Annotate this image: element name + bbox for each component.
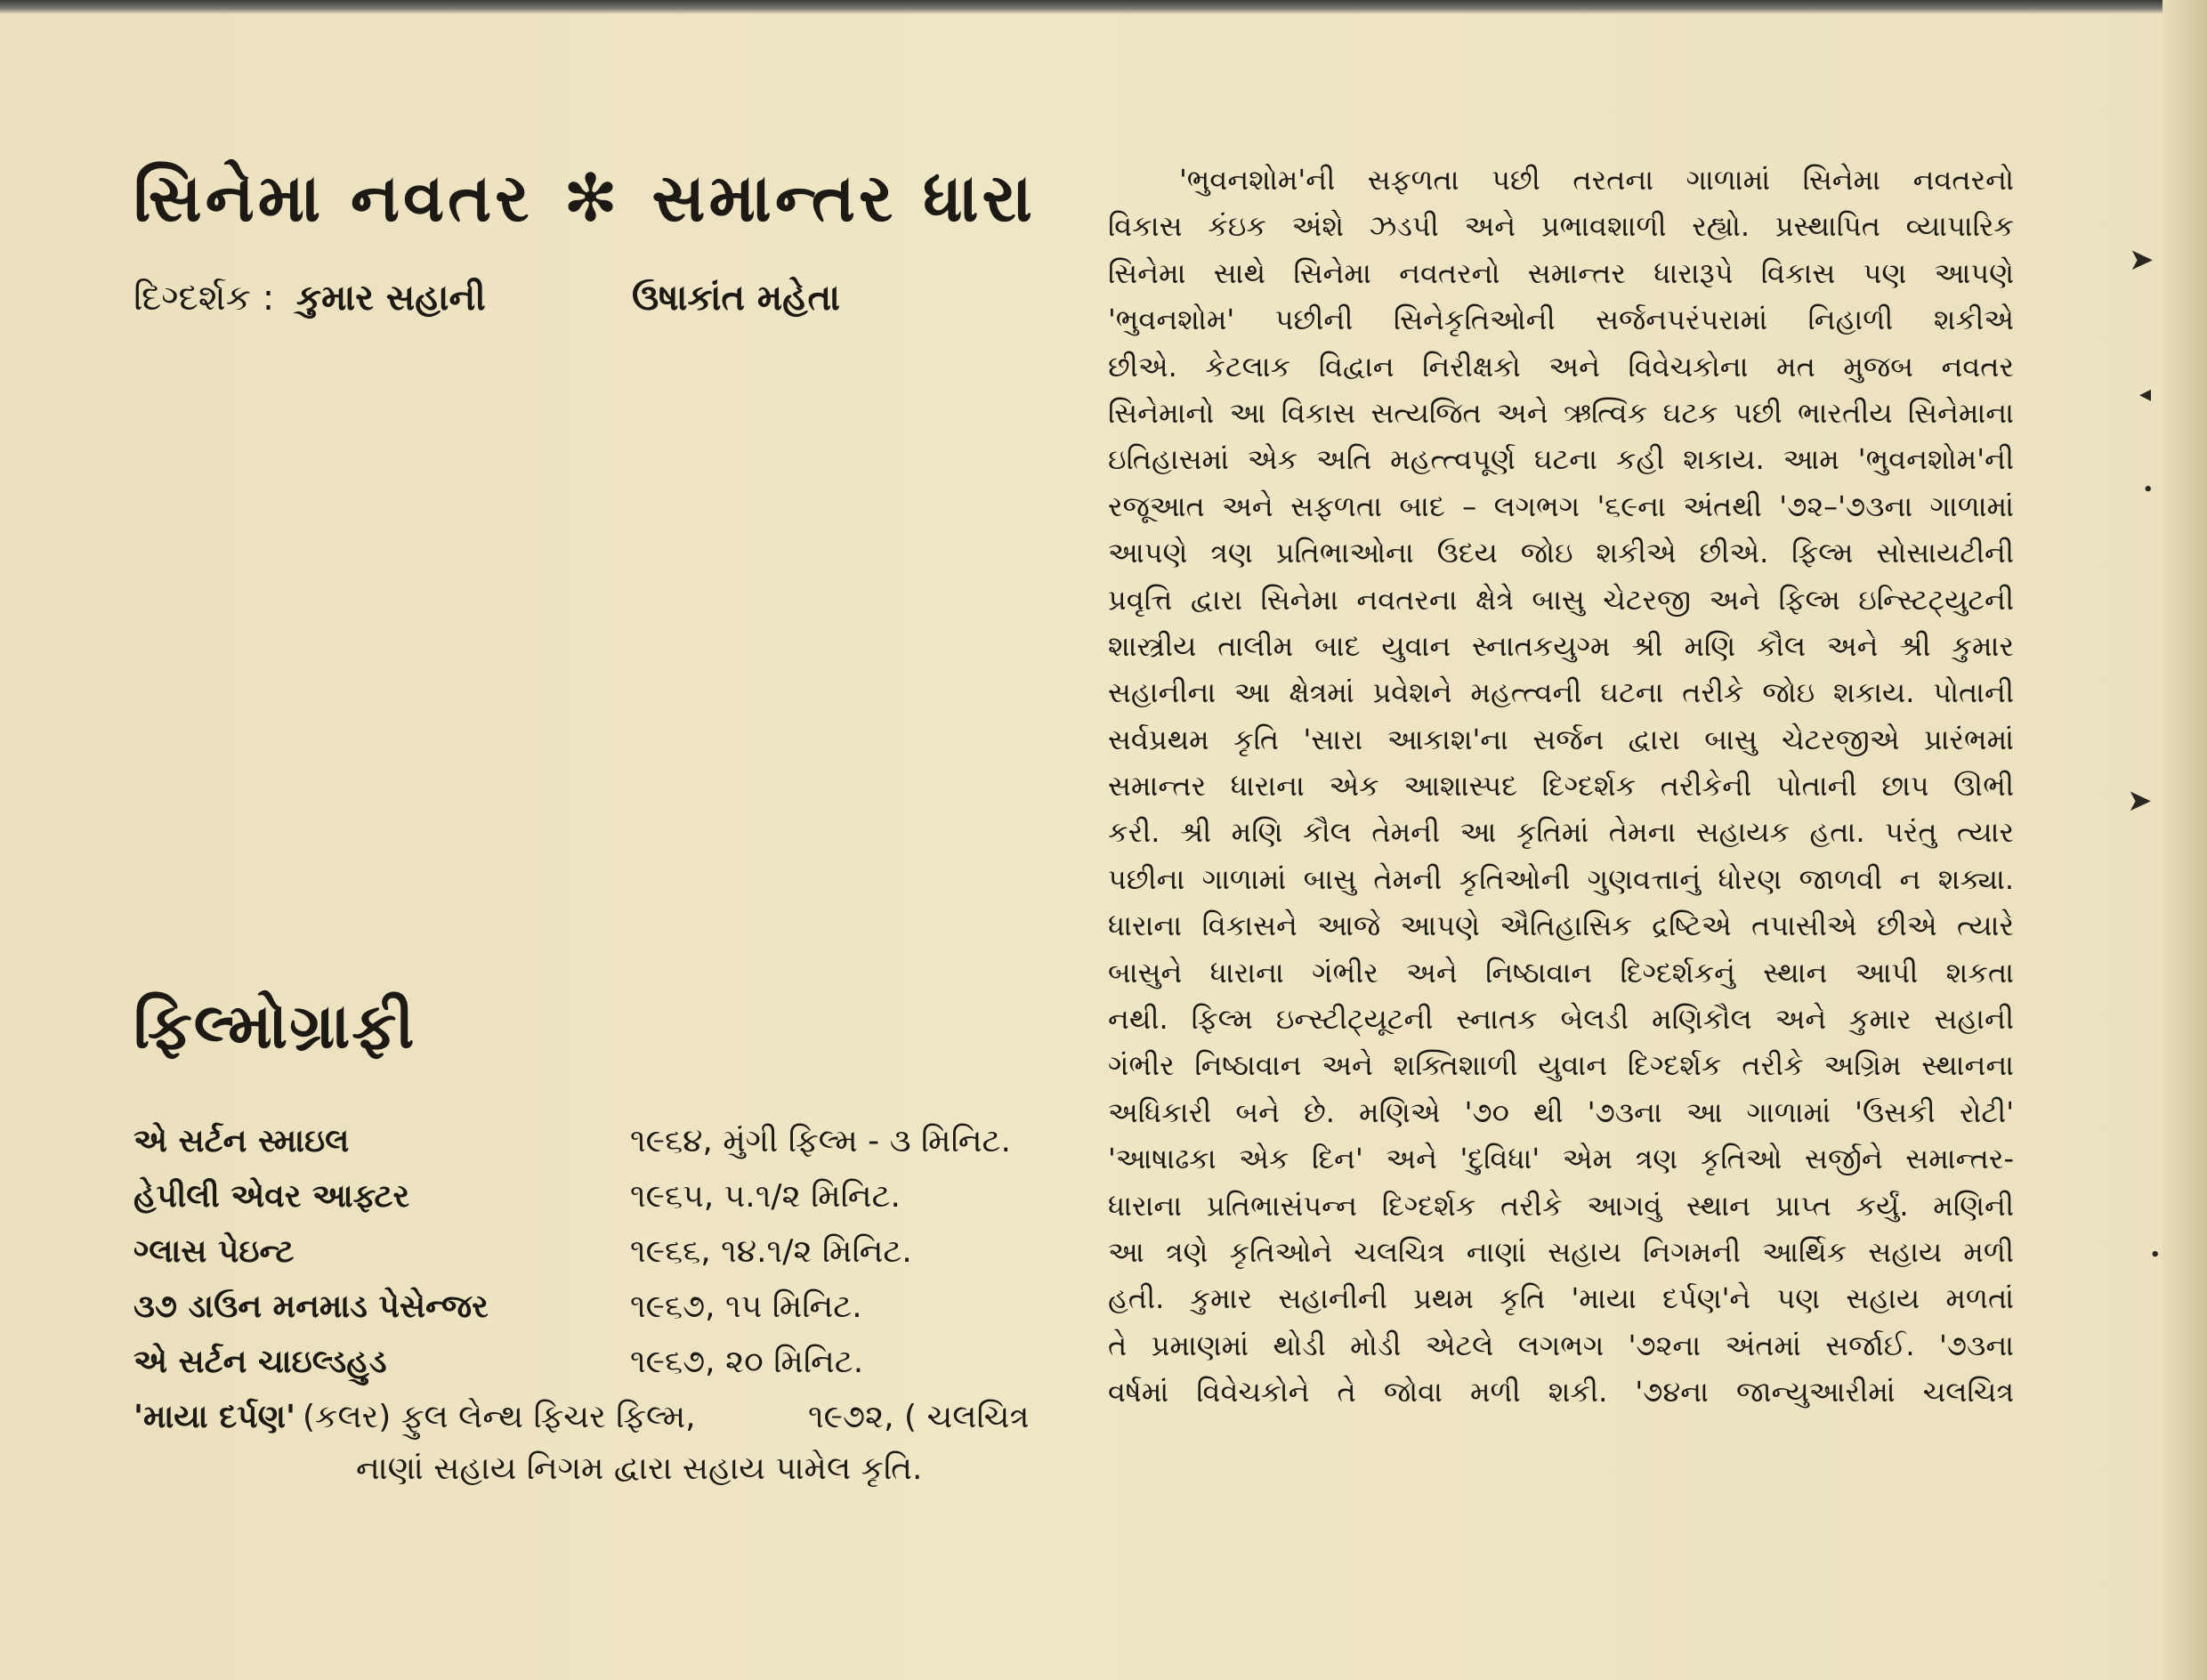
- article-line: સર્વપ્રથમ કૃતિ 'સારા આકાશ'ના સર્જન દ્વારા બાસુ ચેટરજીએ પ્રારંભમાં: [1108, 722, 2014, 756]
- title-right: સમાન્તર ધારા: [651, 160, 1036, 237]
- article-line: 'ભુવનશોમ'ની સફળતા પછી તરતના ગાળામાં સિનેમા નવતરનો: [1179, 163, 2014, 197]
- film-details: ૧૯૬૪, મુંગી ફિલ્મ - ૩ મિનિટ.: [630, 1123, 1011, 1159]
- filmography-heading: ફિલ્મોગ્રાફી: [133, 989, 416, 1062]
- film-details: ૧૯૬૭, ૧૫ મિનિટ.: [630, 1288, 862, 1325]
- author-name: ઉષાકાંત મહેતા: [632, 278, 840, 319]
- film-details: ૧૯૬૬, ૧૪.૧/૨ મિનિટ.: [630, 1233, 912, 1270]
- article-line: તે પ્રમાણમાં થોડી મોડી એટલે લગભગ '૭૨ના અંતમાં સર્જાઈ. '૭૩ના: [1108, 1328, 2014, 1362]
- article-line: 'ભુવનશોમ' પછીની સિનેકૃતિઓની સર્જનપરંપરામાં નિહાળી શકીએ: [1108, 303, 2014, 337]
- film-title: ૩૭ ડાઉન મનમાડ પેસેન્જર: [133, 1288, 489, 1325]
- film-entry: [133, 1288, 1077, 1344]
- article-line: 'આષાઢકા એક દિન' અને 'દુવિધા' એમ ત્રણ કૃતિઓ સર્જીને સમાન્તર-: [1108, 1142, 2014, 1176]
- film-continuation: નાણાં સહાય નિગમ દ્વારા સહાય પામેલ કૃતિ.: [356, 1450, 923, 1487]
- title-separator-icon: ✻: [562, 160, 622, 237]
- scan-top-edge: [0, 0, 2207, 14]
- margin-arrow-icon: ➤: [2129, 242, 2154, 278]
- film-title: એ સર્ટન સ્માઇલ: [133, 1123, 350, 1159]
- film-details: ૧૯૬૫, ૫.૧/૨ મિનિટ.: [630, 1178, 901, 1215]
- film-title: હેપીલી એવર આફ્ટર: [133, 1178, 410, 1215]
- article-line: છીએ. કેટલાક વિદ્વાન નિરીક્ષકો અને વિવેચકોના મત મુજબ નવતર: [1108, 349, 2014, 384]
- article-line: ધારાના પ્રતિભાસંપન્ન દિગ્દર્શક તરીકે આગવું સ્થાન પ્રાપ્ત કર્યું. મણિની: [1108, 1188, 2014, 1223]
- article-line: સહાનીના આ ક્ષેત્રમાં પ્રવેશને મહત્ત્વની ઘટના તરીકે જોઇ શકાય. પોતાની: [1108, 675, 2014, 710]
- film-entry: [133, 1233, 1077, 1288]
- margin-dot-icon: •: [2143, 481, 2154, 499]
- film-entry: [133, 1123, 1077, 1178]
- filmography-list: [133, 1123, 1077, 1488]
- margin-dot-icon: •: [2150, 1246, 2161, 1264]
- credit-row: [133, 278, 1041, 331]
- margin-mark-icon: ◂: [2139, 381, 2152, 408]
- article-body: [1108, 157, 2014, 1416]
- article-line: અધિકારી બને છે. મણિએ '૭૦ થી '૭૩ના આ ગાળામાં 'ઉસકી રોટી': [1108, 1094, 2014, 1129]
- article-line: શાસ્ત્રીય તાલીમ બાદ યુવાન સ્નાતકયુગ્મ શ્રી મણિ કૌલ અને શ્રી કુમાર: [1108, 628, 2014, 663]
- film-entry: [133, 1344, 1077, 1399]
- article-line: સિનેમા સાથે સિનેમા નવતરનો સમાન્તર ધારારૂપે વિકાસ પણ આપણે: [1108, 255, 2014, 290]
- article-line: રજૂઆત અને સફળતા બાદ – લગભગ '૬૯ના અંતથી '૭૨–'૭૩ના ગાળામાં: [1108, 489, 2014, 523]
- article-line: કરી. શ્રી મણિ કૌલ તેમની આ કૃતિમાં તેમના સહાયક હતા. પરંતુ ત્યાર: [1108, 815, 2014, 850]
- film-details: ૧૯૭૨, ( ચલચિત્ર: [808, 1399, 1030, 1435]
- film-title: ગ્લાસ પેઇન્ટ: [133, 1233, 295, 1270]
- film-title: એ સર્ટન ચાઇલ્ડહુડ: [133, 1344, 387, 1380]
- margin-arrow-icon: ➤: [2127, 783, 2153, 819]
- article-line: વિકાસ કંઇક અંશે ઝડપી અને પ્રભાવશાળી રહ્યો. પ્રસ્થાપિત વ્યાપારિક: [1108, 209, 2014, 244]
- article-line: આ ત્રણે કૃતિઓને ચલચિત્ર નાણાં સહાય નિગમની આર્થિક સહાય મળી: [1108, 1234, 2014, 1269]
- article-line: સમાન્તર ધારાના એક આશાસ્પદ દિગ્દર્શક તરીકેની પોતાની છાપ ઊભી: [1108, 769, 2014, 804]
- director-name: કુમાર સહાની: [295, 278, 486, 319]
- article-line: સિનેમાનો આ વિકાસ સત્યજિત અને ઋત્વિક ઘટક પછી ભારતીય સિનેમાના: [1108, 395, 2014, 430]
- film-extra: (કલર) ફુલ લેન્થ ફિચર ફિલ્મ,: [303, 1399, 696, 1435]
- article-line: ગંભીર નિષ્ઠાવાન અને શક્તિશાળી યુવાન દિગ્દર્શક તરીકે અગ્રિમ સ્થાનના: [1108, 1048, 2014, 1083]
- article-line: ઇતિહાસમાં એક અતિ મહત્ત્વપૂર્ણ ઘટના કહી શકાય. આમ 'ભુવનશોમ'ની: [1108, 442, 2014, 477]
- film-entry: [133, 1178, 1077, 1233]
- page-fold-edge: [2163, 0, 2207, 1680]
- article-line: હતી. કુમાર સહાનીની પ્રથમ કૃતિ 'માયા દર્પણ'ને પણ સહાય મળતાં: [1108, 1281, 2014, 1316]
- article-line: પ્રવૃત્તિ દ્વારા સિનેમા નવતરના ક્ષેત્રે બાસુ ચેટરજી અને ફિલ્મ ઇન્સ્ટિટ્યુટની: [1108, 582, 2014, 617]
- article-line: નથી. ફિલ્મ ઇન્સ્ટીટ્યૂટની સ્નાતક બેલડી મણિકૌલ અને કુમાર સહાની: [1108, 1002, 2014, 1037]
- title-left: સિનેમા નવતર: [133, 160, 533, 237]
- article-line: આપણે ત્રણ પ્રતિભાઓના ઉદય જોઇ શકીએ છીએ. ફિલ્મ સોસાયટીની: [1108, 536, 2014, 570]
- article-line: પછીના ગાળામાં બાસુ તેમની કૃતિઓની ગુણવત્તાનું ધોરણ જાળવી ન શક્યા.: [1108, 861, 2014, 896]
- article-line: ધારાના વિકાસને આજે આપણે ઐતિહાસિક દ્રષ્ટિએ તપાસીએ છીએ ત્યારે: [1108, 909, 2014, 943]
- film-title: 'માયા દર્પણ': [133, 1399, 295, 1435]
- film-details: ૧૯૬૭, ૨૦ મિનિટ.: [630, 1344, 864, 1380]
- director-label: દિગ્દર્શક :: [133, 278, 275, 319]
- article-title: [133, 160, 1041, 238]
- article-line: વર્ષમાં વિવેચકોને તે જોવા મળી શકી. '૭૪ના જાન્યુઆરીમાં ચલચિત્ર: [1108, 1375, 2014, 1409]
- film-entry-feature: [133, 1399, 1077, 1450]
- article-line: બાસુને ધારાના ગંભીર અને નિષ્ઠાવાન દિગ્દર્શકનું સ્થાન આપી શકતા: [1108, 955, 2014, 989]
